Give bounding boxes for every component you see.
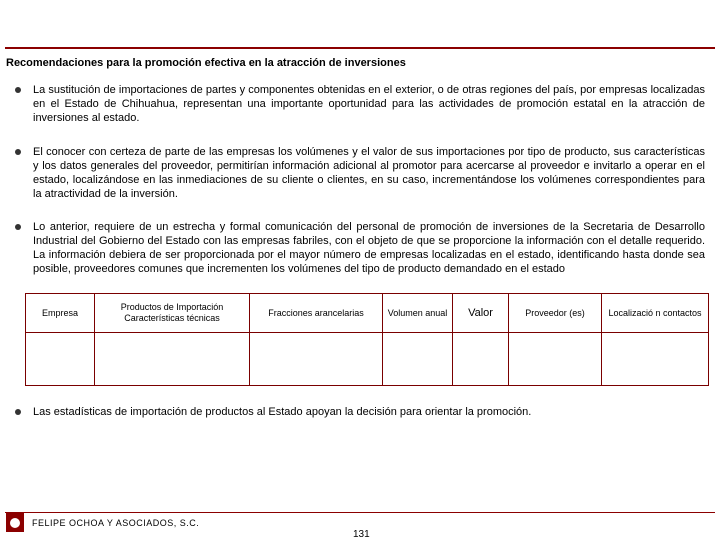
bullet-icon [15, 409, 21, 415]
table-cell [26, 333, 95, 386]
top-divider [5, 47, 715, 49]
bottom-divider [5, 512, 715, 513]
table-header-row [26, 294, 709, 333]
import-data-table [25, 293, 709, 386]
column-header-volumen: Volumen anual [383, 294, 453, 333]
footer-company-name: FELIPE OCHOA Y ASOCIADOS, S.C. [32, 518, 200, 528]
column-header-empresa: Empresa [26, 294, 95, 333]
column-header-proveedor: Proveedor (es) [509, 294, 602, 333]
bullet-icon [15, 224, 21, 230]
page-number: 131 [353, 529, 370, 540]
page-title: Recomendaciones para la promoción efectiva en la atracción de inversiones [6, 57, 406, 69]
bullet-text: Las estadísticas de importación de productos al Estado apoyan la decisión para orientar la promoción. [33, 406, 532, 418]
column-header-fracciones: Fracciones arancelarias [250, 294, 383, 333]
table-cell [95, 333, 250, 386]
table-cell [383, 333, 453, 386]
bullet-icon [15, 149, 21, 155]
company-logo-icon [6, 513, 24, 532]
table-cell [602, 333, 709, 386]
column-header-valor: Valor [453, 294, 509, 333]
table-cell [453, 333, 509, 386]
bullet-item [15, 83, 705, 125]
table-row [26, 333, 709, 386]
bullet-item [15, 405, 705, 419]
column-header-productos: Productos de Importación Características técnicas [95, 294, 250, 333]
table-cell [509, 333, 602, 386]
bullet-item [15, 145, 705, 201]
bullet-icon [15, 87, 21, 93]
bullet-text: Lo anterior, requiere de un estrecha y formal comunicación del personal de promoción de inversiones de la Secretaria de Desarrollo Industrial del Gobierno del Estado con las empresas fabriles, con el objeto de que se proporcione la información con el detalle requerido. La información debiera de ser proporcionada por el mayor número de empresas localizadas en el estado, identificando hasta donde sea posible, proveedores comunes que incrementen los volúmenes del tipo de producto demandado en el estado [33, 221, 705, 275]
column-header-localizacion: Localizació n contactos [602, 294, 709, 333]
bullet-text: El conocer con certeza de parte de las empresas los volúmenes y el valor de sus importaciones por tipo de producto, sus características y los datos generales del proveedor, permitirían información adicional al promotor para acercarse al proveedor e invitarlo a operar en el estado, localizándose en las inmediaciones de su cliente o clientes, en su caso, incrementándose los volúmenes correspondientes para la atractividad de la inversión. [33, 146, 705, 200]
table-cell [250, 333, 383, 386]
bullet-item [15, 220, 705, 276]
bullet-text: La sustitución de importaciones de partes y componentes obtenidas en el exterior, o de otras regiones del país, por empresas localizadas en el Estado de Chihuahua, representan una importante oportunidad para las actividades de promoción estatal en la atracción de inversiones al estado. [33, 84, 705, 124]
